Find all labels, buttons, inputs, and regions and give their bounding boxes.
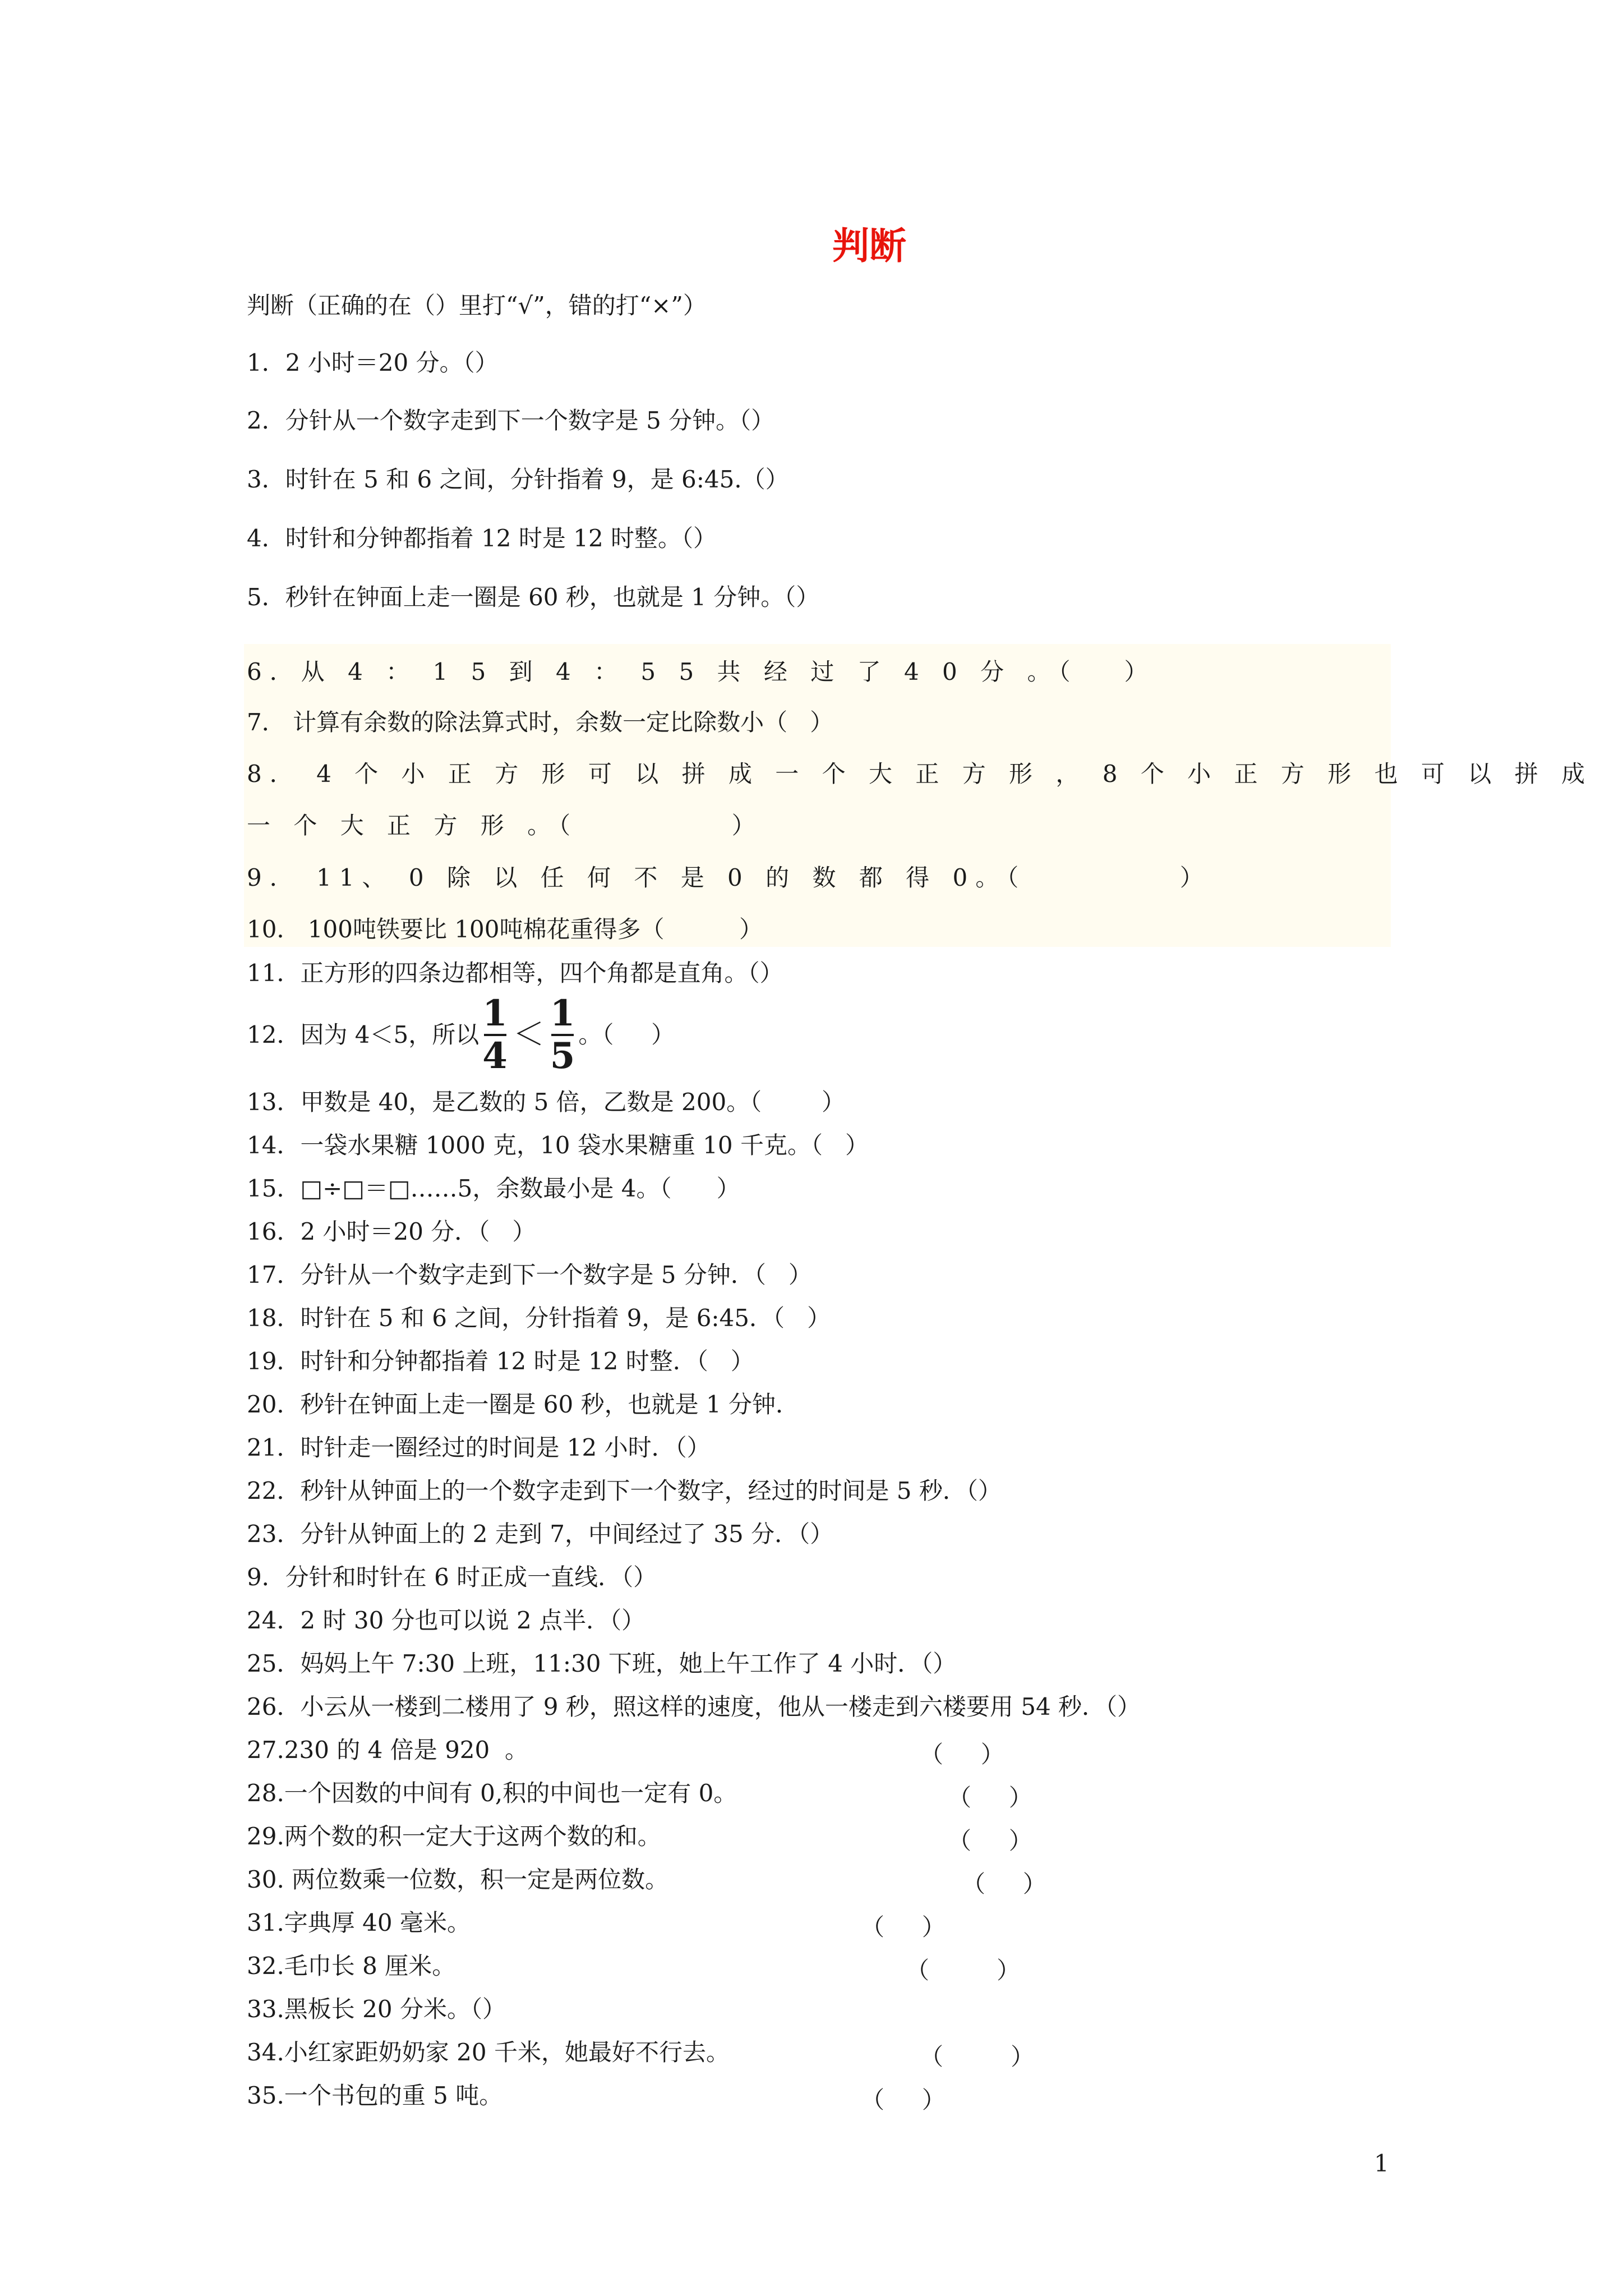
question-8-line-1: 8． 4 个 小 正 方 形 可 以 拼 成 一 个 大 正 方 形 ， 8 个 小 正 方 形 也 可 以 拼 成 [247, 760, 1593, 788]
question-33: 33.黑板长 20 分米。（） [247, 1995, 506, 2023]
question-29: 29.两个数的积一定大于这两个数的和。 [247, 1823, 661, 1850]
question-1: 1．2 小时＝20 分。（） [247, 349, 499, 376]
question-12-text: 12．因为 4＜5，所以 [247, 1020, 479, 1048]
question-19: 19．时针和分钟都指着 12 时是 12 时整．（ ） [247, 1347, 754, 1375]
answer-parens-31: （ ） [861, 1913, 946, 1941]
question-26: 26．小云从一楼到二楼用了 9 秒，照这样的速度，他从一楼走到六楼要用 54 秒．（） [247, 1693, 1141, 1720]
question-25: 25．妈妈上午 7:30 上班，11:30 下班，她上午工作了 4 小时．（） [247, 1650, 957, 1677]
highlighted-block [244, 644, 1391, 947]
question-10: 10． 100吨铁要比 100吨棉花重得多（ ） [247, 915, 763, 943]
page-title: 判断 [832, 224, 906, 268]
question-6: 6．从 4 ： 1 5 到 4 ： 5 5 共 经 过 了 4 0 分 。（ ） [247, 658, 1156, 685]
question-24: 24．2 时 30 分也可以说 2 点半．（） [247, 1607, 645, 1634]
question-14: 14．一袋水果糖 1000 克，10 袋水果糖重 10 千克。（ ） [247, 1131, 869, 1159]
question-23: 23．分针从钟面上的 2 走到 7，中间经过了 35 分．（） [247, 1520, 834, 1548]
answer-parens-35: （ ） [861, 2086, 946, 2114]
question-31: 31.字典厚 40 毫米。 [247, 1909, 471, 1936]
question-20: 20．秒针在钟面上走一圈是 60 秒，也就是 1 分钟． [247, 1391, 800, 1418]
question-8-line-2: 一 个 大 正 方 形 。（ ） [247, 812, 763, 839]
question-34: 34.小红家距奶奶家 20 千米，她最好不行去。 [247, 2039, 730, 2066]
answer-parens-34: （ ） [920, 2043, 1035, 2070]
question-32: 32.毛巾长 8 厘米。 [247, 1952, 456, 1980]
answer-parens-28: （ ） [948, 1784, 1032, 1811]
question-2: 2．分针从一个数字走到下一个数字是 5 分钟。（） [247, 407, 775, 434]
question-15: 15．□÷□＝□……5，余数最小是 4。（ ） [247, 1175, 740, 1202]
question-27: 27.230 的 4 倍是 920 。 [247, 1736, 528, 1764]
question-12-tail: 。（ ） [578, 1020, 675, 1048]
question-13: 13．甲数是 40，是乙数的 5 倍，乙数是 200。（ ） [247, 1088, 845, 1116]
fraction-denominator: 5 [550, 1035, 575, 1077]
answer-parens-29: （ ） [948, 1827, 1032, 1855]
page-number: 1 [1374, 2150, 1389, 2177]
question-22: 22．秒针从钟面上的一个数字走到下一个数字，经过的时间是 5 秒．（） [247, 1477, 1002, 1504]
instruction: 判断（正确的在（）里打“√”，错的打“×”） [247, 292, 707, 319]
question-21: 21．时针走一圈经过的时间是 12 小时．（） [247, 1434, 711, 1461]
answer-parens-32: （ ） [906, 1957, 1021, 1984]
fraction-denominator: 4 [482, 1035, 508, 1077]
question-16: 16．2 小时＝20 分．（ ） [247, 1218, 536, 1245]
fraction-numerator: 1 [550, 992, 575, 1034]
question-4: 4．时针和分钟都指着 12 时是 12 时整。（） [247, 524, 717, 552]
question-9b: 9．分针和时针在 6 时正成一直线．（） [247, 1563, 657, 1591]
question-28: 28.一个因数的中间有 0,积的中间也一定有 0。 [247, 1779, 737, 1807]
question-12 [247, 992, 675, 1077]
fraction-one-fifth [550, 992, 575, 1077]
question-11: 11．正方形的四条边都相等，四个角都是直角。（） [247, 959, 783, 987]
question-30: 30. 两位数乘一位数，积一定是两位数。 [247, 1866, 669, 1893]
question-3: 3．时针在 5 和 6 之间，分针指着 9，是 6:45.（） [247, 466, 789, 493]
fraction-numerator: 1 [482, 992, 508, 1034]
question-5: 5．秒针在钟面上走一圈是 60 秒，也就是 1 分钟。（） [247, 583, 820, 611]
answer-parens-30: （ ） [962, 1870, 1046, 1898]
fraction-one-quarter [482, 992, 508, 1077]
question-9a: 9． 11、 0 除 以 任 何 不 是 0 的 数 都 得 0。（ ） [247, 864, 1211, 891]
question-17: 17．分针从一个数字走到下一个数字是 5 分钟．（ ） [247, 1261, 812, 1289]
question-7: 7． 计算有余数的除法算式时，余数一定比除数小（ ） [247, 708, 834, 736]
answer-parens-27: （ ） [920, 1741, 1004, 1768]
question-35: 35.一个书包的重 5 吨。 [247, 2082, 503, 2109]
question-18: 18．时针在 5 和 6 之间，分针指着 9，是 6:45．（ ） [247, 1304, 831, 1332]
less-than-sign: ＜ [513, 1016, 545, 1053]
